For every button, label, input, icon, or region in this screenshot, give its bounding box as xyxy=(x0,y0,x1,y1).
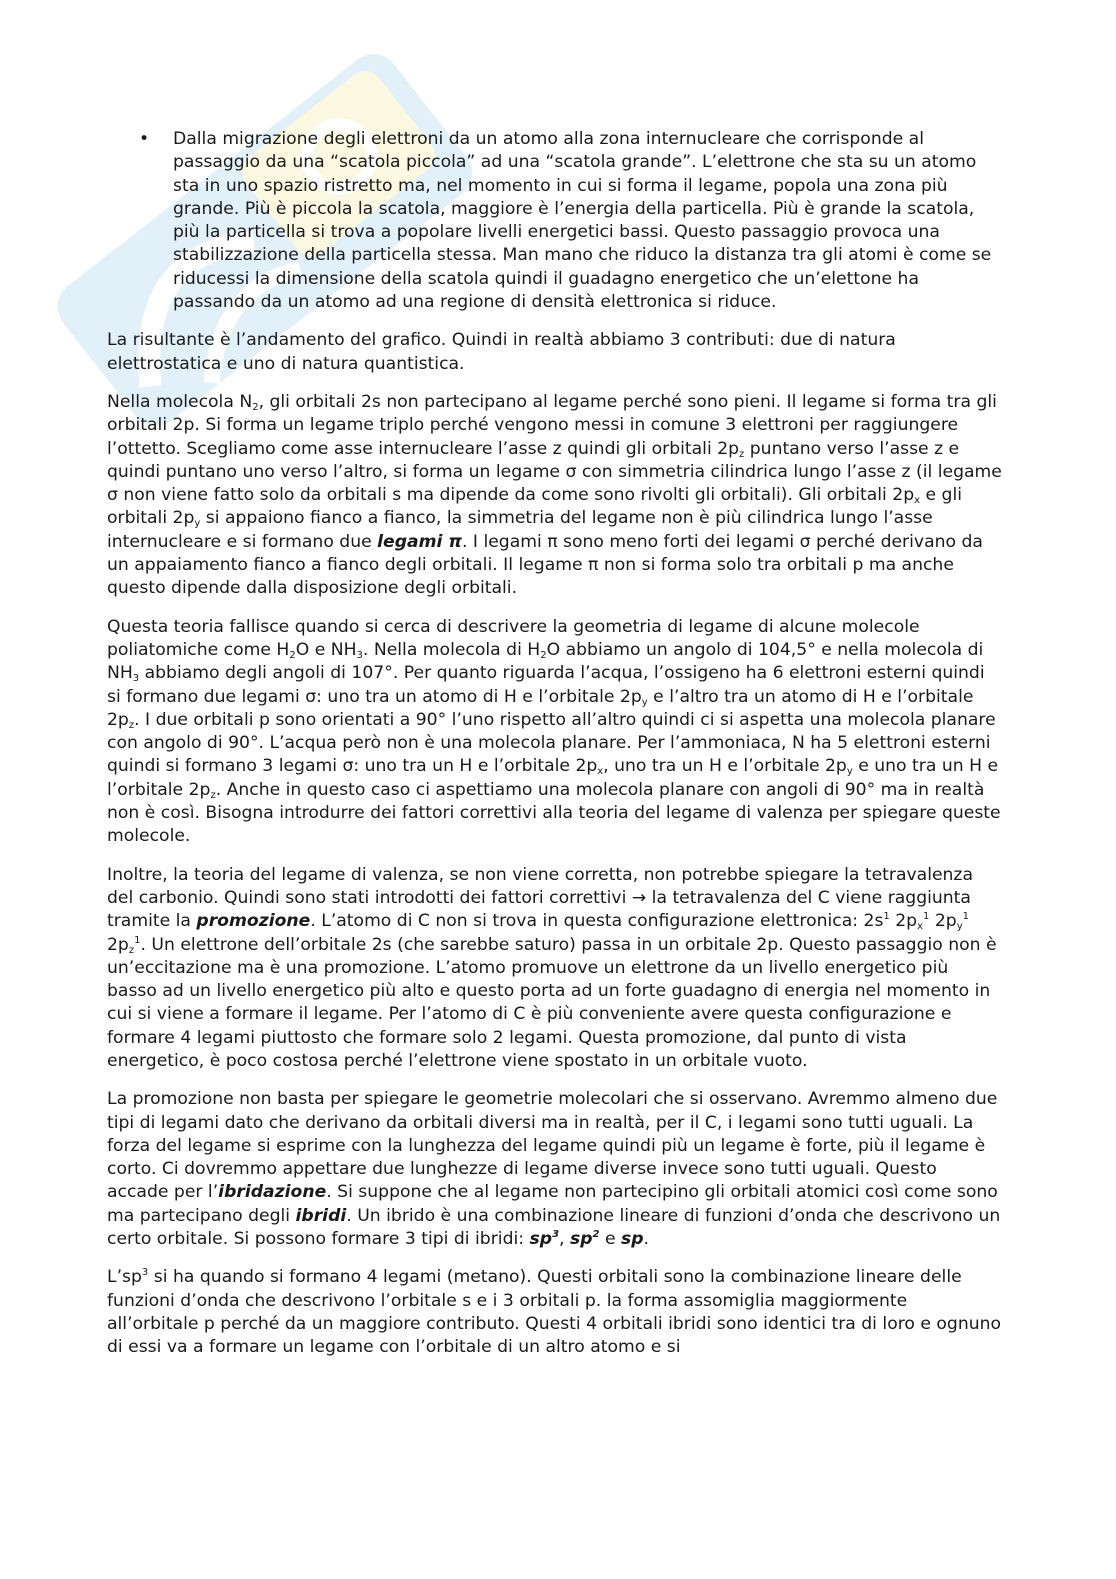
paragraph-hybridization: La promozione non basta per spiegare le geometrie molecolari che si osservano. Avremmo almeno due tipi di legami dato che derivano da orbitali diversi ma in realtà, per il C, i legami sono tutti uguali. La forza del legame si esprime con la lunghezza del legame quindi più un legame è forte, più il legame è corto. Ci dovremmo appettare due lunghezze di legame diverse invece sono tutti uguali. Questo accade per l’ibridazione. Si suppone che al legame non partecipino gli orbitali atomici così come sono ma partecipano degli ibridi. Un ibrido è una combinazione lineare di funzioni d’onda che descrivono un certo orbitale. Si possono formare 3 tipi di ibridi: $sp^3$, $sp^2$ e sp. xyxy=(107,1089,1001,1250)
term-sp: sp xyxy=(621,1229,644,1250)
bullet-dot-icon: • xyxy=(139,129,150,149)
paragraph-theory-failure: Questa teoria fallisce quando si cerca di descrivere la geometria di legame di alcune molecole poliatomiche come $H_2O$ e $NH_3$. Nella molecola di $H_2O$ abbiamo un angolo di 104,5° e nella molecola di $NH_3$ abbiamo degli angoli di 107°. Per quanto riguarda l’acqua, l’ossigeno ha 6 elettroni esterni quindi si formano due legami σ: uno tra un atomo di H e l’orbitale $2p_y$ e l’altro tra un atomo di H e l’orbitale $2p_z$. I due orbitali p sono orientati a 90° l’uno rispetto all’altro quindi ci si aspetta una molecola planare con angolo di 90°. L’acqua però non è una molecola planare. Per l’ammoniaca, N ha 5 elettroni esterni quindi si formano 3 legami σ: uno tra un H e l’orbitale $2p_x$, uno tra un H e l’orbitale $2p_y$ e uno tra un H e l’orbitale $2p_z$. Anche in questo caso ci aspettiamo una molecola planare con angoli di 90° ma in realtà non è così. Bisogna introdurre dei fattori correttivi alla teoria del legame di valenza per spiegare queste molecole. xyxy=(107,616,1001,847)
paragraph-sp3: $L’sp^3$ si ha quando si formano 4 legami (metano). Questi orbitali sono la combinazione lineare delle funzioni d’onda che descrivono l’orbitale s e i 3 orbitali p. la forma assomiglia maggiormente all’orbitale p perché da un maggiore contributo. Questi 4 orbitali ibridi sono identici tra di loro e ognuno di essi va a formare un legame con l’orbitale di un altro atomo e si xyxy=(107,1267,1002,1358)
paragraph-graph-result: La risultante è l’andamento del grafico. Quindi in realtà abbiamo 3 contributi: due di natura elettrostatica e uno di natura quantistica. xyxy=(107,330,896,374)
term-promozione: promozione xyxy=(196,911,311,932)
term-sp2: $sp^2$ xyxy=(569,1229,600,1250)
term-sp3: $sp^3$ xyxy=(529,1229,560,1250)
paragraph-promotion: Inoltre, la teoria del legame di valenza, se non viene corretta, non potrebbe spiegare la tetravalenza del carbonio. Quindi sono stati introdotti dei fattori correttivi → la tetravalenza del C viene raggiunta tramite la promozione. L’atomo di C non si trova in questa configurazione elettronica: $2s^1$ $2p_x^1$ $2p_y^1$ $2p_z^1$. Un elettrone dell’orbitale 2s (che sarebbe saturo) passa in un orbitale 2p. Questo passaggio non è un’eccitazione ma è una promozione. L’atomo promuove un elettrone da un livello energetico più basso ad un livello energetico più alto e questo porta ad un forte guadagno di energia nel momento in cui si viene a formare il legame. Per l’atomo di C è più conveniente avere questa configurazione e formare 4 legami piuttosto che formare solo 2 legami. Questa promozione, dal punto di vista energetico, è poco costosa perché l’elettrone viene spostato in un orbitale vuoto. xyxy=(107,864,997,1071)
term-legami-pi: legami π xyxy=(377,531,462,552)
bullet-text: Dalla migrazione degli elettroni da un atomo alla zona internucleare che corrisponde al passaggio da una “scatola piccola” ad una “scatola grande”. L’elettrone che sta su un atomo sta in uno spazio ristretto ma, nel momento in cui si forma il legame, popola una zona più grande. Più è piccola la scatola, maggiore è l’energia della particella. Più è grande la scatola, più la particella si trova a popolare livelli energetici bassi. Questo passaggio provoca una stabilizzazione della particella stessa. Man mano che riduco la distanza tra gli atomi è come se riducessi la dimensione della scatola quindi il guadagno energetico che un’elettone ha passando da un atomo ad una regione di densità elettronica si riduce. xyxy=(173,129,992,313)
term-ibridazione: ibridazione xyxy=(218,1182,327,1203)
document-page xyxy=(107,128,1002,1375)
paragraph-n2-molecule: Nella molecola $N_2$, gli orbitali 2s non partecipano al legame perché sono pieni. Il legame si forma tra gli orbitali 2p. Si forma un legame triplo perché vengono messi in comune 3 elettroni per raggiungere l’ottetto. Scegliamo come asse internucleare l’asse z quindi gli orbitali $2p_z$ puntano verso l’asse z e quindi puntano uno verso l’altro, si forma un legame σ con simmetria cilindrica lungo l’asse z (il legame σ non viene fatto solo da orbitali s ma dipende da come sono rivolti gli orbitali). Gli orbitali $2p_x$ e gli orbitali $2p_y$ si appaiono fianco a fianco, la simmetria del legame non è più cilindrica lungo l’asse internucleare e si formano due legami π. I legami π sono meno forti dei legami σ perché derivano da un appaiamento fianco a fianco degli orbitali. Il legame π non si forma solo tra orbitali p ma anche questo dipende dalla disposizione degli orbitali. xyxy=(107,391,1002,599)
bullet-item xyxy=(107,128,1002,314)
term-ibridi: ibridi xyxy=(295,1205,347,1226)
